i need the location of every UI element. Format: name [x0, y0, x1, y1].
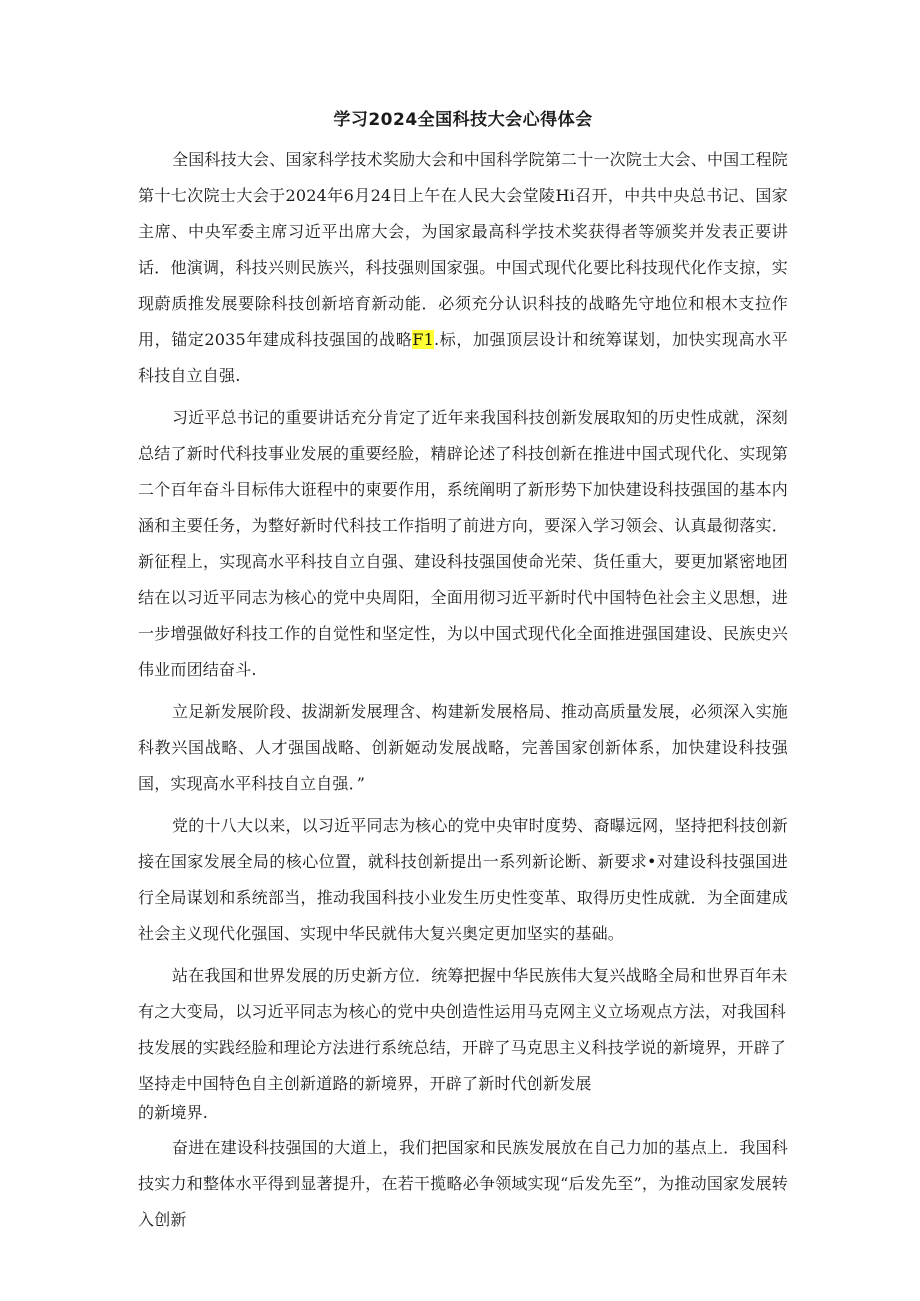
paragraph-5: [138, 958, 788, 1124]
document-page: [138, 106, 788, 1238]
paragraph-1-text-end: .标，加强顶层设计和统筹谋划，加快实现高水平科技自立自强.: [138, 330, 788, 385]
paragraph-5-text: 站在我国和世界发展的历史新方位．统筹把握中华民族伟大复兴战略全局和世界百年未有之大变局，以习近平同志为核心的党中央创造性运用马克网主义立场观点方法，对我国科技发展的实践经脸和理论方法进行系统总结，开辟了马克思主义科技学说的新境界，开辟了坚持走中国特色自主创新道路的新境界，开辟了新时代创新发展: [138, 966, 788, 1093]
paragraph-4: 党的十八大以来，以习近平同志为核心的党中央审时度势、裔曝远网，坚持把科技创新接在国家发展全局的核心位置，就科技创新提出一系列新论断、新要求•对建设科技强国进行全局谋划和系统部当，推动我国科技小业发生历史性变革、取得历史性成就．为全面建成社会主义现代化强国、实现中华民就伟大复兴奥定更加坚实的基础。: [138, 816, 788, 943]
paragraph-3: 立足新发展阶段、拔湖新发展理含、构建新发展格局、推动高质量发展，必须深入实施科教兴国战略、人才强国战略、创新姬动发展战略，完善国家创新体系，加快建设科技强国，实现高水平科技自立自强．”: [138, 702, 788, 793]
paragraph-5-orphan-line: 的新境界.: [138, 1103, 209, 1122]
paragraph-6: 奋进在建设科技强国的大道上，我们把国家和民族发展放在自己力加的基点上．我国科技实力和整体水平得到显著提升，在若干揽略必争领域实现“后发先至”，为推动国家发展转入创新: [138, 1138, 788, 1229]
paragraph-1-text: 全国科技大会、国家科学技术奖励大会和中国科学院第二十一次院士大会、中国工程院第十七次院士大会于2024年6月24日上午在人民大会堂陵Hi召开，中共中央总书记、国家主席、中央军委主席习近平出席大会，为国家最高科学技术奖获得者等颁奖并发表正要讲话．他演调，科技兴则民族兴，科技强则国家强。中国式现代化要比科技现代化作支掠，实现蔚质推发展要除科技创新培育新动能．必须充分认识科技的战略先守地位和根木支拉作用，锚定2035年建成科技强国的战略: [138, 150, 788, 349]
document-title: 学习2024全国科技大会心得体会: [333, 110, 593, 130]
paragraph-1: [138, 142, 788, 394]
paragraph-2: 习近平总书记的重要讲话充分肯定了近年来我国科技创新发展取知的历史性成就，深刻总结了新时代科技事业发展的重要经脸，精辟论述了科技创新在推进中国式现代化、实现第二个百年奋斗目标伟大诳程中的柬要作用，系统阐明了新形势下加快建设科技强国的基本内涵和主要任务，为整好新时代科技工作指明了前进方向，要深入学习领会、认真最彻落实．新征程上，实现高水平科技自立自强、建设科技强国使命光荣、货任重大，要更加紧密地团结在以习近平同志为核心的党中央周阳，全面用彻习近平新时代中国特色社会主义思想，进一步增强做好科技工作的自觉性和坚定性，为以中国式现代化全面推进强国建设、民族史兴伟业而团结奋斗.: [138, 408, 788, 679]
highlighted-text: F1: [412, 330, 435, 349]
